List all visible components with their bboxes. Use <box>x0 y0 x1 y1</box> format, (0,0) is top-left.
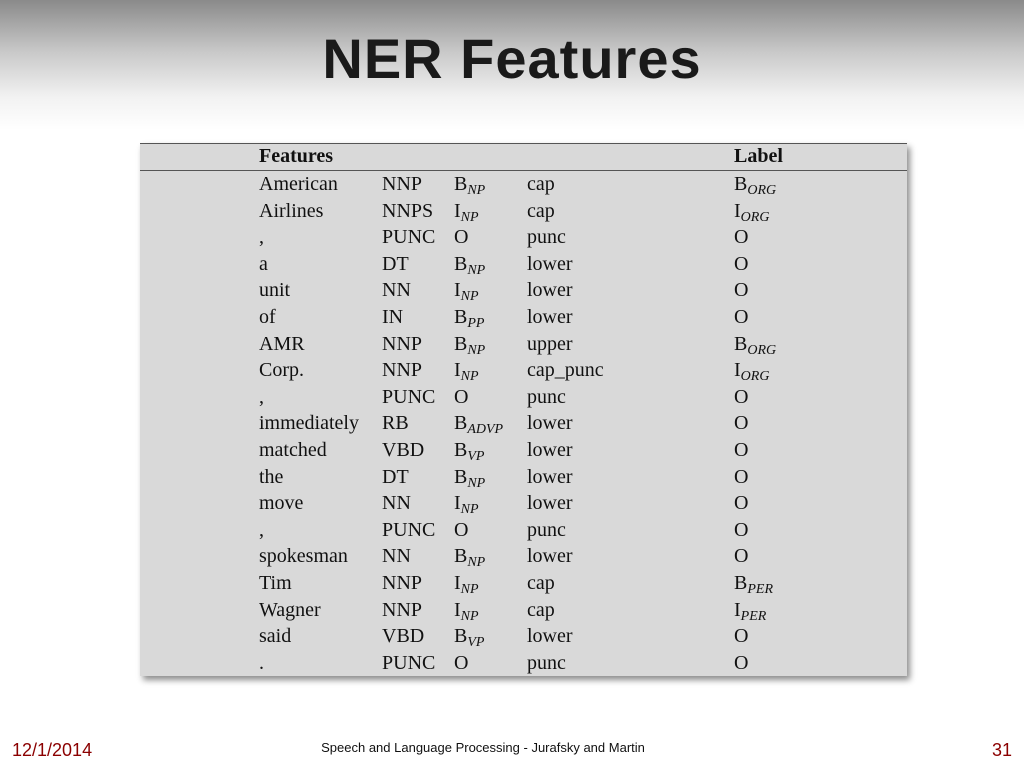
pos-cell <box>382 333 422 356</box>
chunk-cell-subscript: NP <box>467 555 486 571</box>
pos-cell <box>382 173 422 196</box>
label-cell-text: O <box>734 412 749 435</box>
shape-cell-text: punc <box>527 385 566 408</box>
word-cell <box>259 439 327 462</box>
chunk-cell-subscript: NP <box>460 369 479 385</box>
label-cell <box>734 652 748 675</box>
label-cell <box>734 386 748 409</box>
shape-cell-text: punc <box>527 226 566 249</box>
shape-cell <box>527 625 573 648</box>
word-cell-text: , <box>259 226 264 249</box>
shape-cell <box>527 333 573 356</box>
chunk-cell-text: B <box>454 412 468 435</box>
label-cell-subscript: PER <box>747 582 773 597</box>
label-cell-text: O <box>734 545 749 568</box>
word-cell-text: . <box>259 651 264 674</box>
table-row <box>140 279 907 306</box>
chunk-cell-text: I <box>454 359 461 382</box>
chunk-cell-subscript: NP <box>460 502 479 518</box>
chunk-cell-text: B <box>454 173 468 195</box>
table-row <box>140 306 907 333</box>
chunk-cell-subscript: VP <box>467 449 485 464</box>
label-cell-text: O <box>734 518 749 541</box>
word-cell-text: the <box>259 465 284 488</box>
pos-cell-text: NN <box>382 279 411 302</box>
pos-cell-text: VBD <box>382 625 425 648</box>
chunk-cell-text: B <box>454 545 468 568</box>
pos-cell <box>382 279 411 302</box>
chunk-cell <box>454 412 504 438</box>
chunk-cell-subscript: NP <box>460 209 479 225</box>
shape-cell-text: lower <box>527 439 573 461</box>
pos-cell <box>382 226 435 249</box>
word-cell-text: spokesman <box>259 545 348 568</box>
word-cell <box>259 306 276 329</box>
pos-cell-text: PUNC <box>382 226 436 249</box>
label-cell-text: O <box>734 492 749 515</box>
label-cell-text: B <box>734 332 748 355</box>
pos-cell <box>382 572 422 595</box>
word-cell <box>259 386 264 409</box>
word-cell <box>259 253 268 276</box>
chunk-cell-subscript: NP <box>467 342 486 358</box>
label-cell-text: O <box>734 306 749 328</box>
footer-citation: Speech and Language Processing - Jurafsky and Martin <box>321 740 645 755</box>
pos-cell <box>382 492 411 515</box>
chunk-cell-subscript: NP <box>467 262 486 278</box>
word-cell <box>259 572 292 595</box>
word-cell <box>259 492 303 515</box>
pos-cell-text: NN <box>382 492 411 515</box>
shape-cell-text: lower <box>527 279 573 302</box>
chunk-cell <box>454 306 484 329</box>
chunk-cell-subscript: NP <box>460 608 479 624</box>
chunk-cell-text: B <box>454 306 468 328</box>
word-cell-text: unit <box>259 279 291 302</box>
shape-cell-text: cap <box>527 199 555 222</box>
pos-cell-text: NNP <box>382 598 423 621</box>
shape-cell-text: upper <box>527 332 573 355</box>
pos-cell <box>382 253 409 276</box>
chunk-cell <box>454 173 485 196</box>
table-row <box>140 173 907 200</box>
shape-cell <box>527 599 555 622</box>
chunk-cell-text: O <box>454 651 469 674</box>
header-label: Label <box>734 145 783 167</box>
table-row <box>140 466 907 493</box>
pos-cell <box>382 200 433 223</box>
table-row <box>140 439 907 466</box>
table-row <box>140 599 907 626</box>
table-row <box>140 652 907 679</box>
word-cell <box>259 519 264 542</box>
pos-cell <box>382 466 409 489</box>
shape-cell-text: lower <box>527 412 573 435</box>
shape-cell-text: lower <box>527 545 573 568</box>
label-cell <box>734 306 748 329</box>
shape-cell-text: cap <box>527 173 555 195</box>
shape-cell <box>527 200 555 223</box>
table-row <box>140 492 907 519</box>
label-cell <box>734 279 748 302</box>
label-cell <box>734 253 748 276</box>
label-cell-subscript: ORG <box>747 183 777 198</box>
word-cell-text: Wagner <box>259 598 321 621</box>
chunk-cell <box>454 625 485 651</box>
chunk-cell-text: I <box>454 492 461 515</box>
label-cell-text: O <box>734 385 749 408</box>
label-cell-subscript: ORG <box>747 342 777 358</box>
shape-cell <box>527 253 573 276</box>
chunk-cell-text: O <box>454 518 469 541</box>
pos-cell <box>382 439 424 462</box>
shape-cell-text: cap <box>527 572 555 594</box>
word-cell-text: immediately <box>259 412 359 435</box>
chunk-cell <box>454 652 468 675</box>
word-cell <box>259 412 359 435</box>
shape-cell-text: punc <box>527 518 566 541</box>
chunk-cell <box>454 386 468 409</box>
shape-cell <box>527 466 573 489</box>
chunk-cell-text: B <box>454 625 468 648</box>
label-cell-text: I <box>734 199 741 222</box>
label-cell <box>734 625 748 648</box>
pos-cell-text: PUNC <box>382 651 436 674</box>
shape-cell <box>527 412 573 435</box>
shape-cell-text: lower <box>527 252 573 275</box>
chunk-cell-text: B <box>454 465 468 488</box>
word-cell-text: , <box>259 385 264 408</box>
shape-cell <box>527 439 573 462</box>
pos-cell <box>382 519 435 542</box>
pos-cell-text: RB <box>382 412 409 435</box>
label-cell-text: O <box>734 439 749 461</box>
pos-cell-text: NNP <box>382 359 423 382</box>
word-cell <box>259 545 348 568</box>
ner-feature-table <box>140 143 907 676</box>
word-cell-text: American <box>259 173 338 195</box>
chunk-cell-text: O <box>454 226 469 249</box>
pos-cell-text: NNP <box>382 173 423 195</box>
label-cell <box>734 599 766 622</box>
shape-cell <box>527 173 555 196</box>
label-cell <box>734 572 773 595</box>
label-cell-text: O <box>734 252 749 275</box>
pos-cell-text: NNP <box>382 572 423 594</box>
table-row <box>140 333 907 360</box>
word-cell-text: move <box>259 492 304 515</box>
chunk-cell-text: I <box>454 598 461 621</box>
label-cell-text: B <box>734 572 748 594</box>
pos-cell-text: VBD <box>382 439 425 461</box>
pos-cell-text: PUNC <box>382 385 436 408</box>
label-cell <box>734 519 748 542</box>
word-cell <box>259 279 290 302</box>
shape-cell-text: cap_punc <box>527 359 604 382</box>
chunk-cell-subscript: NP <box>460 289 479 305</box>
word-cell-text: Airlines <box>259 199 324 222</box>
label-cell <box>734 226 748 249</box>
table-row <box>140 253 907 280</box>
chunk-cell <box>454 200 479 223</box>
shape-cell <box>527 359 604 382</box>
table-row <box>140 200 907 227</box>
word-cell <box>259 466 283 489</box>
chunk-cell-subscript: PP <box>467 316 485 331</box>
chunk-cell <box>454 226 468 249</box>
shape-cell <box>527 386 566 409</box>
shape-cell <box>527 572 555 595</box>
chunk-cell-text: B <box>454 439 468 461</box>
shape-cell-text: lower <box>527 306 573 328</box>
table-row <box>140 412 907 439</box>
slide-title: NER Features <box>322 27 702 90</box>
shape-cell <box>527 652 566 675</box>
word-cell-text: Tim <box>259 572 292 594</box>
word-cell-text: AMR <box>259 332 305 355</box>
word-cell <box>259 652 264 675</box>
shape-cell <box>527 279 573 302</box>
label-cell-text: I <box>734 598 741 621</box>
shape-cell <box>527 226 566 249</box>
shape-cell-text: lower <box>527 492 573 515</box>
chunk-cell <box>454 545 486 571</box>
chunk-cell-subscript: VP <box>467 635 485 651</box>
pos-cell <box>382 652 435 675</box>
label-cell <box>734 173 776 196</box>
chunk-cell <box>454 492 479 518</box>
header-features: Features <box>259 145 334 167</box>
chunk-cell-text: B <box>454 332 468 355</box>
chunk-cell-text: B <box>454 252 468 275</box>
word-cell <box>259 359 304 382</box>
word-cell-text: said <box>259 625 292 648</box>
word-cell <box>259 333 305 356</box>
chunk-cell <box>454 466 485 489</box>
shape-cell <box>527 545 573 568</box>
chunk-cell <box>454 253 485 276</box>
label-cell-subscript: ORG <box>740 369 770 385</box>
table-row <box>140 625 907 652</box>
label-cell <box>734 466 748 489</box>
label-cell <box>734 412 748 435</box>
chunk-cell-subscript: NP <box>467 183 486 198</box>
label-cell <box>734 359 770 385</box>
chunk-cell <box>454 333 485 356</box>
chunk-cell <box>454 359 479 385</box>
shape-cell <box>527 519 566 542</box>
label-cell <box>734 439 748 462</box>
table-row <box>140 572 907 599</box>
label-cell-text: O <box>734 651 749 674</box>
pos-cell-text: NN <box>382 545 411 568</box>
word-cell <box>259 226 264 249</box>
word-cell <box>259 173 338 196</box>
shape-cell-text: punc <box>527 651 566 674</box>
word-cell-text: matched <box>259 439 327 461</box>
label-cell-text: B <box>734 173 748 195</box>
shape-cell <box>527 492 573 515</box>
chunk-cell-text: I <box>454 572 461 594</box>
pos-cell-text: PUNC <box>382 518 436 541</box>
chunk-cell <box>454 439 484 462</box>
label-cell-text: O <box>734 226 749 249</box>
chunk-cell-text: I <box>454 199 461 222</box>
label-cell <box>734 333 776 356</box>
word-cell <box>259 200 323 223</box>
label-cell <box>734 200 769 223</box>
word-cell-text: , <box>259 518 264 541</box>
pos-cell-text: DT <box>382 252 409 275</box>
shape-cell-text: lower <box>527 625 573 648</box>
label-cell-subscript: ORG <box>740 209 770 225</box>
pos-cell-text: DT <box>382 465 409 488</box>
word-cell <box>259 599 321 622</box>
table-header-row <box>140 143 907 171</box>
footer-date: 12/1/2014 <box>12 740 93 760</box>
pos-cell <box>382 599 422 622</box>
chunk-cell <box>454 519 468 542</box>
table-row <box>140 386 907 413</box>
pos-cell-text: NNPS <box>382 199 434 222</box>
pos-cell <box>382 306 403 329</box>
word-cell-text: Corp. <box>259 359 304 382</box>
label-cell-text: O <box>734 625 749 648</box>
chunk-cell-subscript: NP <box>460 582 479 597</box>
chunk-cell-text: O <box>454 385 469 408</box>
page-number: 31 <box>991 740 1012 760</box>
chunk-cell <box>454 599 479 622</box>
chunk-cell <box>454 279 479 305</box>
table-row <box>140 545 907 572</box>
pos-cell-text: NNP <box>382 332 423 355</box>
chunk-cell-subscript: NP <box>467 475 486 491</box>
label-cell-text: I <box>734 359 741 382</box>
pos-cell <box>382 386 435 409</box>
word-cell-text: of <box>259 306 276 328</box>
label-cell <box>734 545 748 568</box>
chunk-cell <box>454 572 479 595</box>
table-row <box>140 226 907 253</box>
pos-cell <box>382 412 409 435</box>
label-cell-subscript: PER <box>740 608 767 624</box>
shape-cell <box>527 306 573 329</box>
table-row <box>140 359 907 386</box>
label-cell <box>734 492 748 515</box>
chunk-cell-subscript: ADVP <box>467 422 504 438</box>
word-cell-text: a <box>259 252 268 275</box>
label-cell-text: O <box>734 465 749 488</box>
table-row <box>140 519 907 546</box>
shape-cell-text: cap <box>527 598 555 621</box>
pos-cell <box>382 545 411 568</box>
pos-cell <box>382 625 424 648</box>
pos-cell <box>382 359 422 382</box>
word-cell <box>259 625 291 648</box>
pos-cell-text: IN <box>382 306 404 328</box>
label-cell-text: O <box>734 279 749 302</box>
shape-cell-text: lower <box>527 465 573 488</box>
chunk-cell-text: I <box>454 279 461 302</box>
